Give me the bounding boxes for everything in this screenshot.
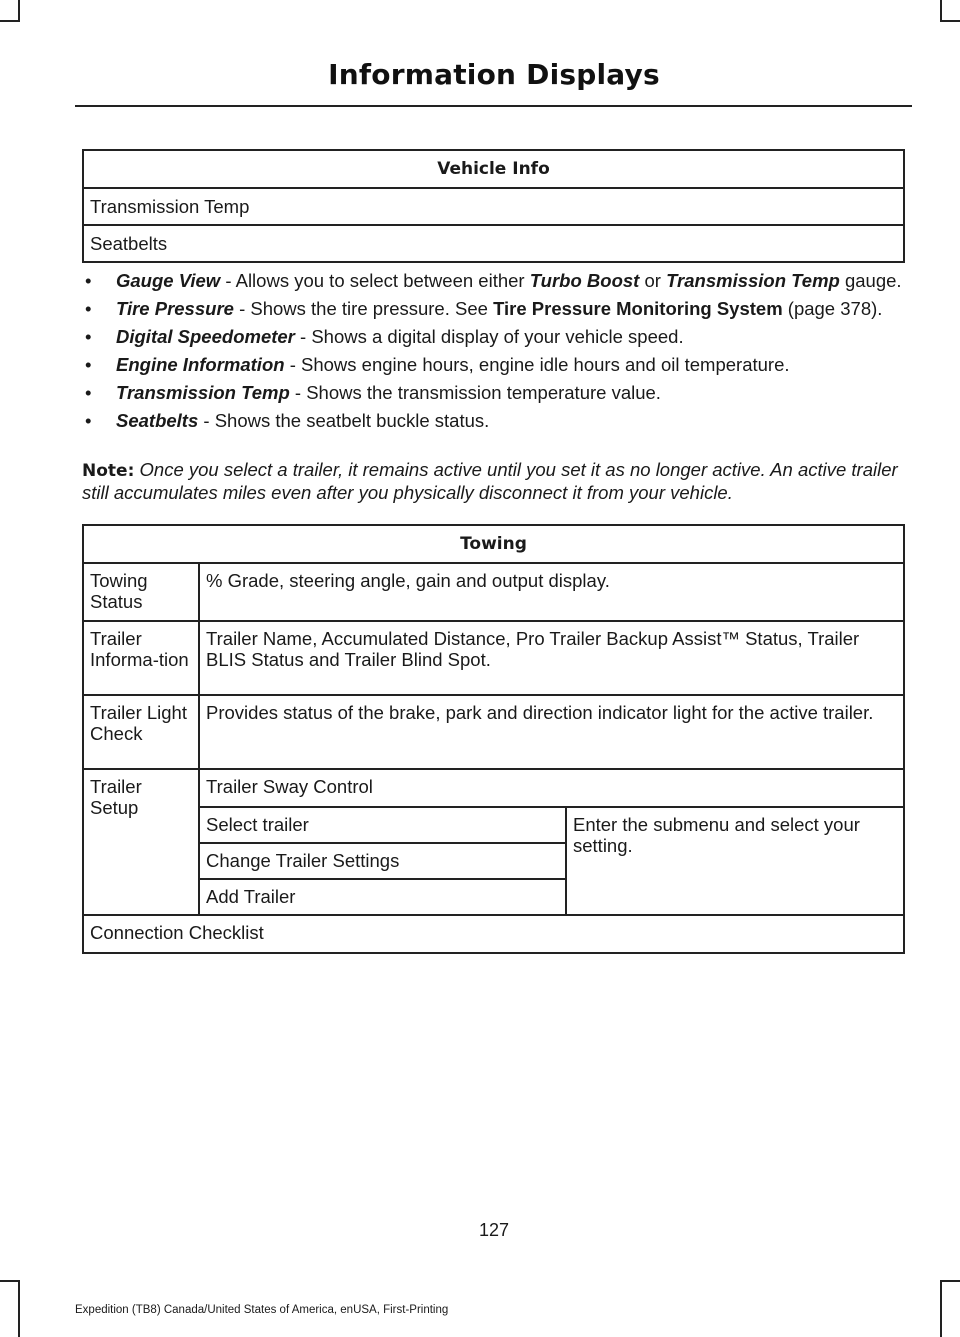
table-row xyxy=(83,807,904,843)
row-desc: Connection Checklist xyxy=(83,915,904,953)
row-label: Towing Status xyxy=(83,563,199,621)
row-label: Trailer Informa-tion xyxy=(83,621,199,695)
setup-item: Add Trailer xyxy=(199,879,566,915)
table-row: Seatbelts xyxy=(83,225,904,262)
list-text: (page 378). xyxy=(782,298,883,319)
crop-mark xyxy=(940,0,942,22)
row-desc: Trailer Sway Control xyxy=(199,769,904,807)
list-term: Gauge View xyxy=(116,270,221,291)
vehicle-info-heading: Vehicle Info xyxy=(83,150,904,188)
note-label: Note: xyxy=(82,461,135,481)
list-item xyxy=(82,326,905,347)
list-text: - Shows engine hours, engine idle hours and oil temperature. xyxy=(284,354,790,375)
note-text: Once you select a trailer, it remains active until you set it as no longer active. An active trailer still accumulates miles even after you physically disconnect it from your vehicle. xyxy=(82,459,898,503)
header-rule xyxy=(75,105,912,107)
list-term: Tire Pressure xyxy=(116,298,234,319)
table-row xyxy=(83,621,904,695)
list-term: Seatbelts xyxy=(116,410,199,431)
crop-mark xyxy=(940,20,960,22)
crop-mark xyxy=(0,1280,20,1282)
list-text: - Shows the tire pressure. See xyxy=(233,298,494,319)
crop-mark xyxy=(18,1280,20,1337)
list-text: - Shows a digital display of your vehicle speed. xyxy=(294,326,684,347)
list-term: Transmission Temp xyxy=(666,270,840,291)
table-row xyxy=(83,769,904,807)
towing-table xyxy=(82,524,905,954)
list-term: Transmission Temp xyxy=(116,382,290,403)
list-item xyxy=(82,270,905,291)
list-text: - Allows you to select between either xyxy=(220,270,530,291)
list-term: Turbo Boost xyxy=(529,270,640,291)
setup-item: Change Trailer Settings xyxy=(199,843,566,879)
list-item xyxy=(82,354,905,375)
note xyxy=(82,459,905,503)
list-text: gauge. xyxy=(839,270,902,291)
vehicle-info-table xyxy=(82,149,905,263)
list-text: or xyxy=(639,270,667,291)
row-desc: % Grade, steering angle, gain and output display. xyxy=(199,563,904,621)
page-content xyxy=(82,149,905,954)
setup-hint: Enter the submenu and select your setting. xyxy=(566,807,904,915)
table-row xyxy=(83,563,904,621)
towing-heading: Towing xyxy=(83,525,904,563)
row-desc: Trailer Name, Accumulated Distance, Pro Trailer Backup Assist™ Status, Trailer BLIS Status and Trailer Blind Spot. xyxy=(199,621,904,695)
crop-mark xyxy=(0,20,20,22)
row-label: Trailer Light Check xyxy=(83,695,199,769)
list-item xyxy=(82,298,905,319)
list-item xyxy=(82,382,905,403)
crop-mark xyxy=(940,1280,960,1282)
page-number: 127 xyxy=(478,1220,510,1240)
row-desc: Provides status of the brake, park and direction indicator light for the active trailer. xyxy=(199,695,904,769)
crop-mark xyxy=(940,1280,942,1337)
page-title: Information Displays xyxy=(328,58,660,91)
table-row xyxy=(83,915,904,953)
cross-reference: Tire Pressure Monitoring System xyxy=(493,298,783,319)
row-label: Trailer Setup xyxy=(83,769,199,915)
list-text: - Shows the transmission temperature value. xyxy=(289,382,661,403)
list-term: Engine Information xyxy=(116,354,285,375)
setup-item: Select trailer xyxy=(199,807,566,843)
feature-list xyxy=(82,270,905,431)
table-row xyxy=(83,695,904,769)
list-item xyxy=(82,410,905,431)
footer-text: Expedition (TB8) Canada/United States of America, enUSA, First-Printing xyxy=(75,1304,449,1316)
list-text: - Shows the seatbelt buckle status. xyxy=(198,410,490,431)
table-row: Transmission Temp xyxy=(83,188,904,225)
crop-mark xyxy=(18,0,20,22)
list-term: Digital Speedometer xyxy=(116,326,295,347)
